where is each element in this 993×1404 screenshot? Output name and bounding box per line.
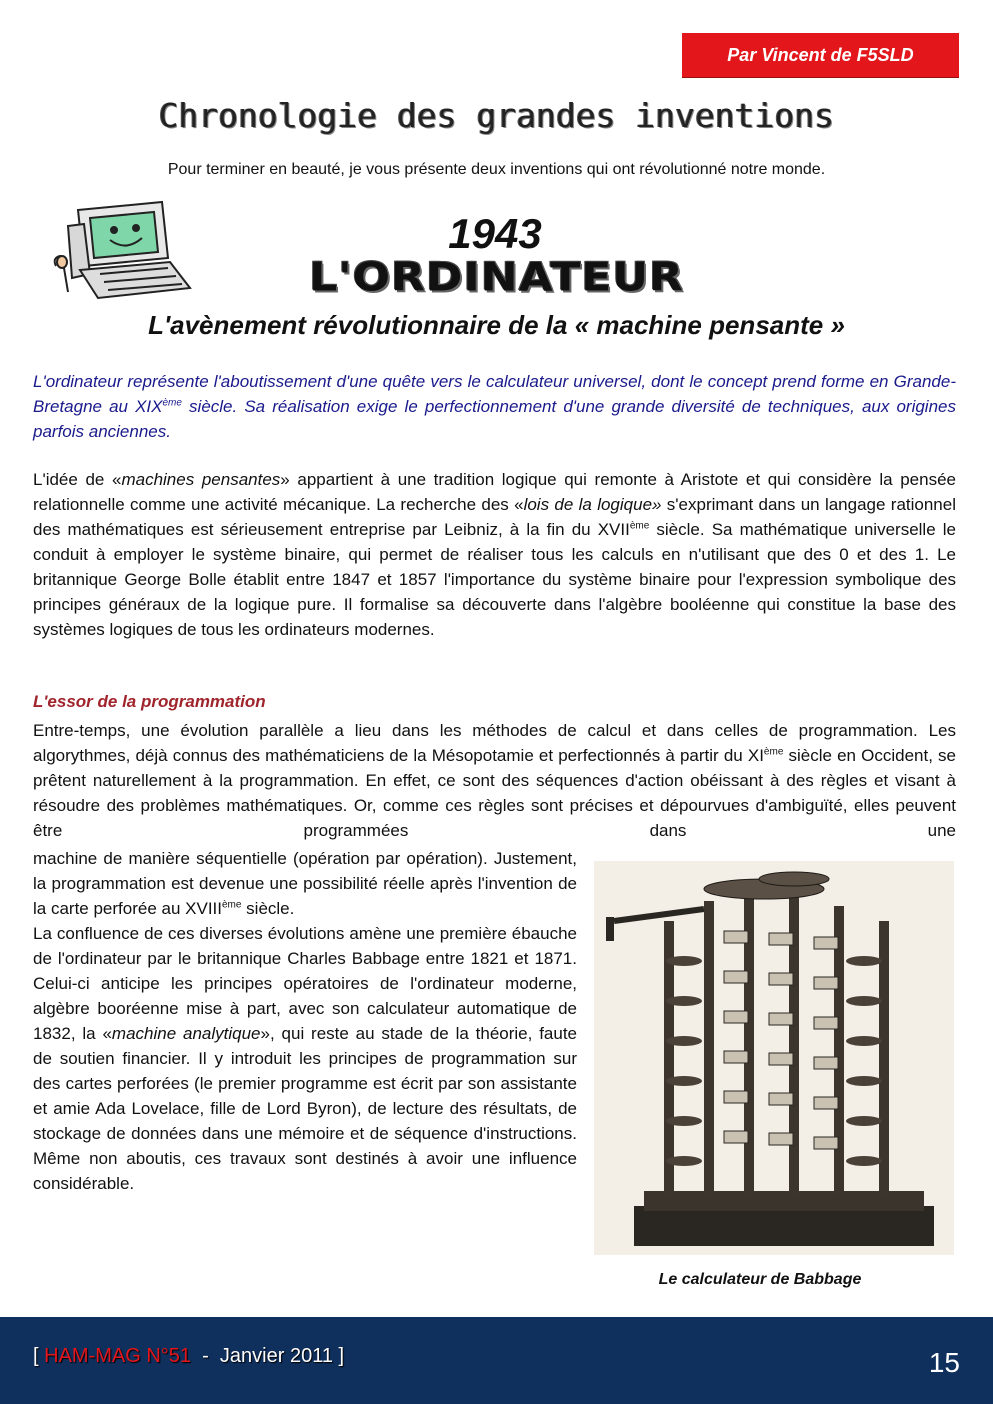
article-subtitle: L'avènement révolutionnaire de la « machine pensante » bbox=[148, 310, 845, 340]
photo-caption: Le calculateur de Babbage bbox=[658, 1271, 862, 1288]
intro-text: Pour terminer en beauté, je vous présente deux inventions qui ont révolutionné notre monde. bbox=[167, 161, 826, 178]
lead-paragraph: L'ordinateur représente l'aboutissement d'une quête vers le calculateur universel, dont le concept prend forme en Grande-Bretagne au XIXème siècle. Sa réalisation exige le perfectionnement d'une grande diversité de techniques, aux origines parfois anciennes. bbox=[33, 372, 956, 441]
invention-year: 1943 bbox=[448, 210, 542, 257]
page-number: 15 bbox=[928, 1347, 960, 1378]
author-badge: Par Vincent de F5SLD bbox=[682, 33, 959, 78]
section-heading: L'essor de la programmation bbox=[33, 692, 266, 711]
issue-reference: [ HAM-MAG N°51 - Janvier 2011 ] bbox=[33, 1345, 345, 1367]
paragraph-programming: Entre-temps, une évolution parallèle a lieu dans les méthodes de calcul et dans celles de programmation. Les algorythmes, déjà connus des mathématiciens de la Mésopotamie et perfectionnés à partir du XIème siècle en Occident, se prêtent naturellement à la programmation. En effet, ce sont des séquences d'action obéissant à des règles et visant à résoudre des problèmes mathématiques. Or, comme ces règles sont précises et dépourvues d'ambiguïté, elles peuvent être programmées dans une bbox=[33, 721, 956, 840]
computer-cartoon-icon bbox=[55, 202, 190, 298]
invention-name: L'ORDINATEUR bbox=[309, 254, 684, 301]
babbage-engine-photo bbox=[594, 861, 954, 1255]
page-footer bbox=[0, 1317, 993, 1404]
paragraph-babbage: machine de manière séquentielle (opération par opération). Justement, la programmation est devenue une possibilité réelle après l'invention de la carte perforée au XVIIIème siècle. La confluence de ces diverses évolutions amène une première ébauche de l'ordinateur par le britannique Charles Babbage entre 1821 et 1871. Celui-ci anticipe les principes opératoires de l'ordinateur moderne, algèbre booréenne mise à part, avec son calculateur automatique de 1832, la «machine analytique», qui reste au stade de la théorie, faute de soutien financier. Il y introduit les principes de programmation sur des cartes perforées (le premier programme est écrit par son assistante et amie Ada Lovelace, fille de Lord Byron), de lecture des résultats, de stockage de données dans une mémoire et de séquence d'instructions. Même non aboutis, ces travaux sont destinés à avoir une influence considérable. bbox=[33, 849, 578, 1193]
page-title: Chronologie des grandes inventions bbox=[158, 96, 835, 135]
computer-cartoon-image bbox=[50, 196, 200, 308]
paragraph-logic: L'idée de «machines pensantes» appartient à une tradition logique qui remonte à Aristote et qui considère la pensée relationnelle comme une activité mécanique. La recherche des «lois de la logique» s'exprimant dans un langage rationnel des mathématiques est sérieusement entreprise par Leibniz, à la fin du XVIIème siècle. Sa mathématique universelle le conduit à employer le système binaire, qui permet de réaliser tous les calculs en n'utilisant que des 0 et des 1. Le britannique George Bolle établit entre 1847 et 1857 l'importance du système binaire pour l'expression symbolique des principes généraux de la logique pure. Il formalise sa découverte dans l'algèbre booléenne qui constitue la base des systèmes logiques de tous les ordinateurs modernes. bbox=[33, 470, 956, 639]
